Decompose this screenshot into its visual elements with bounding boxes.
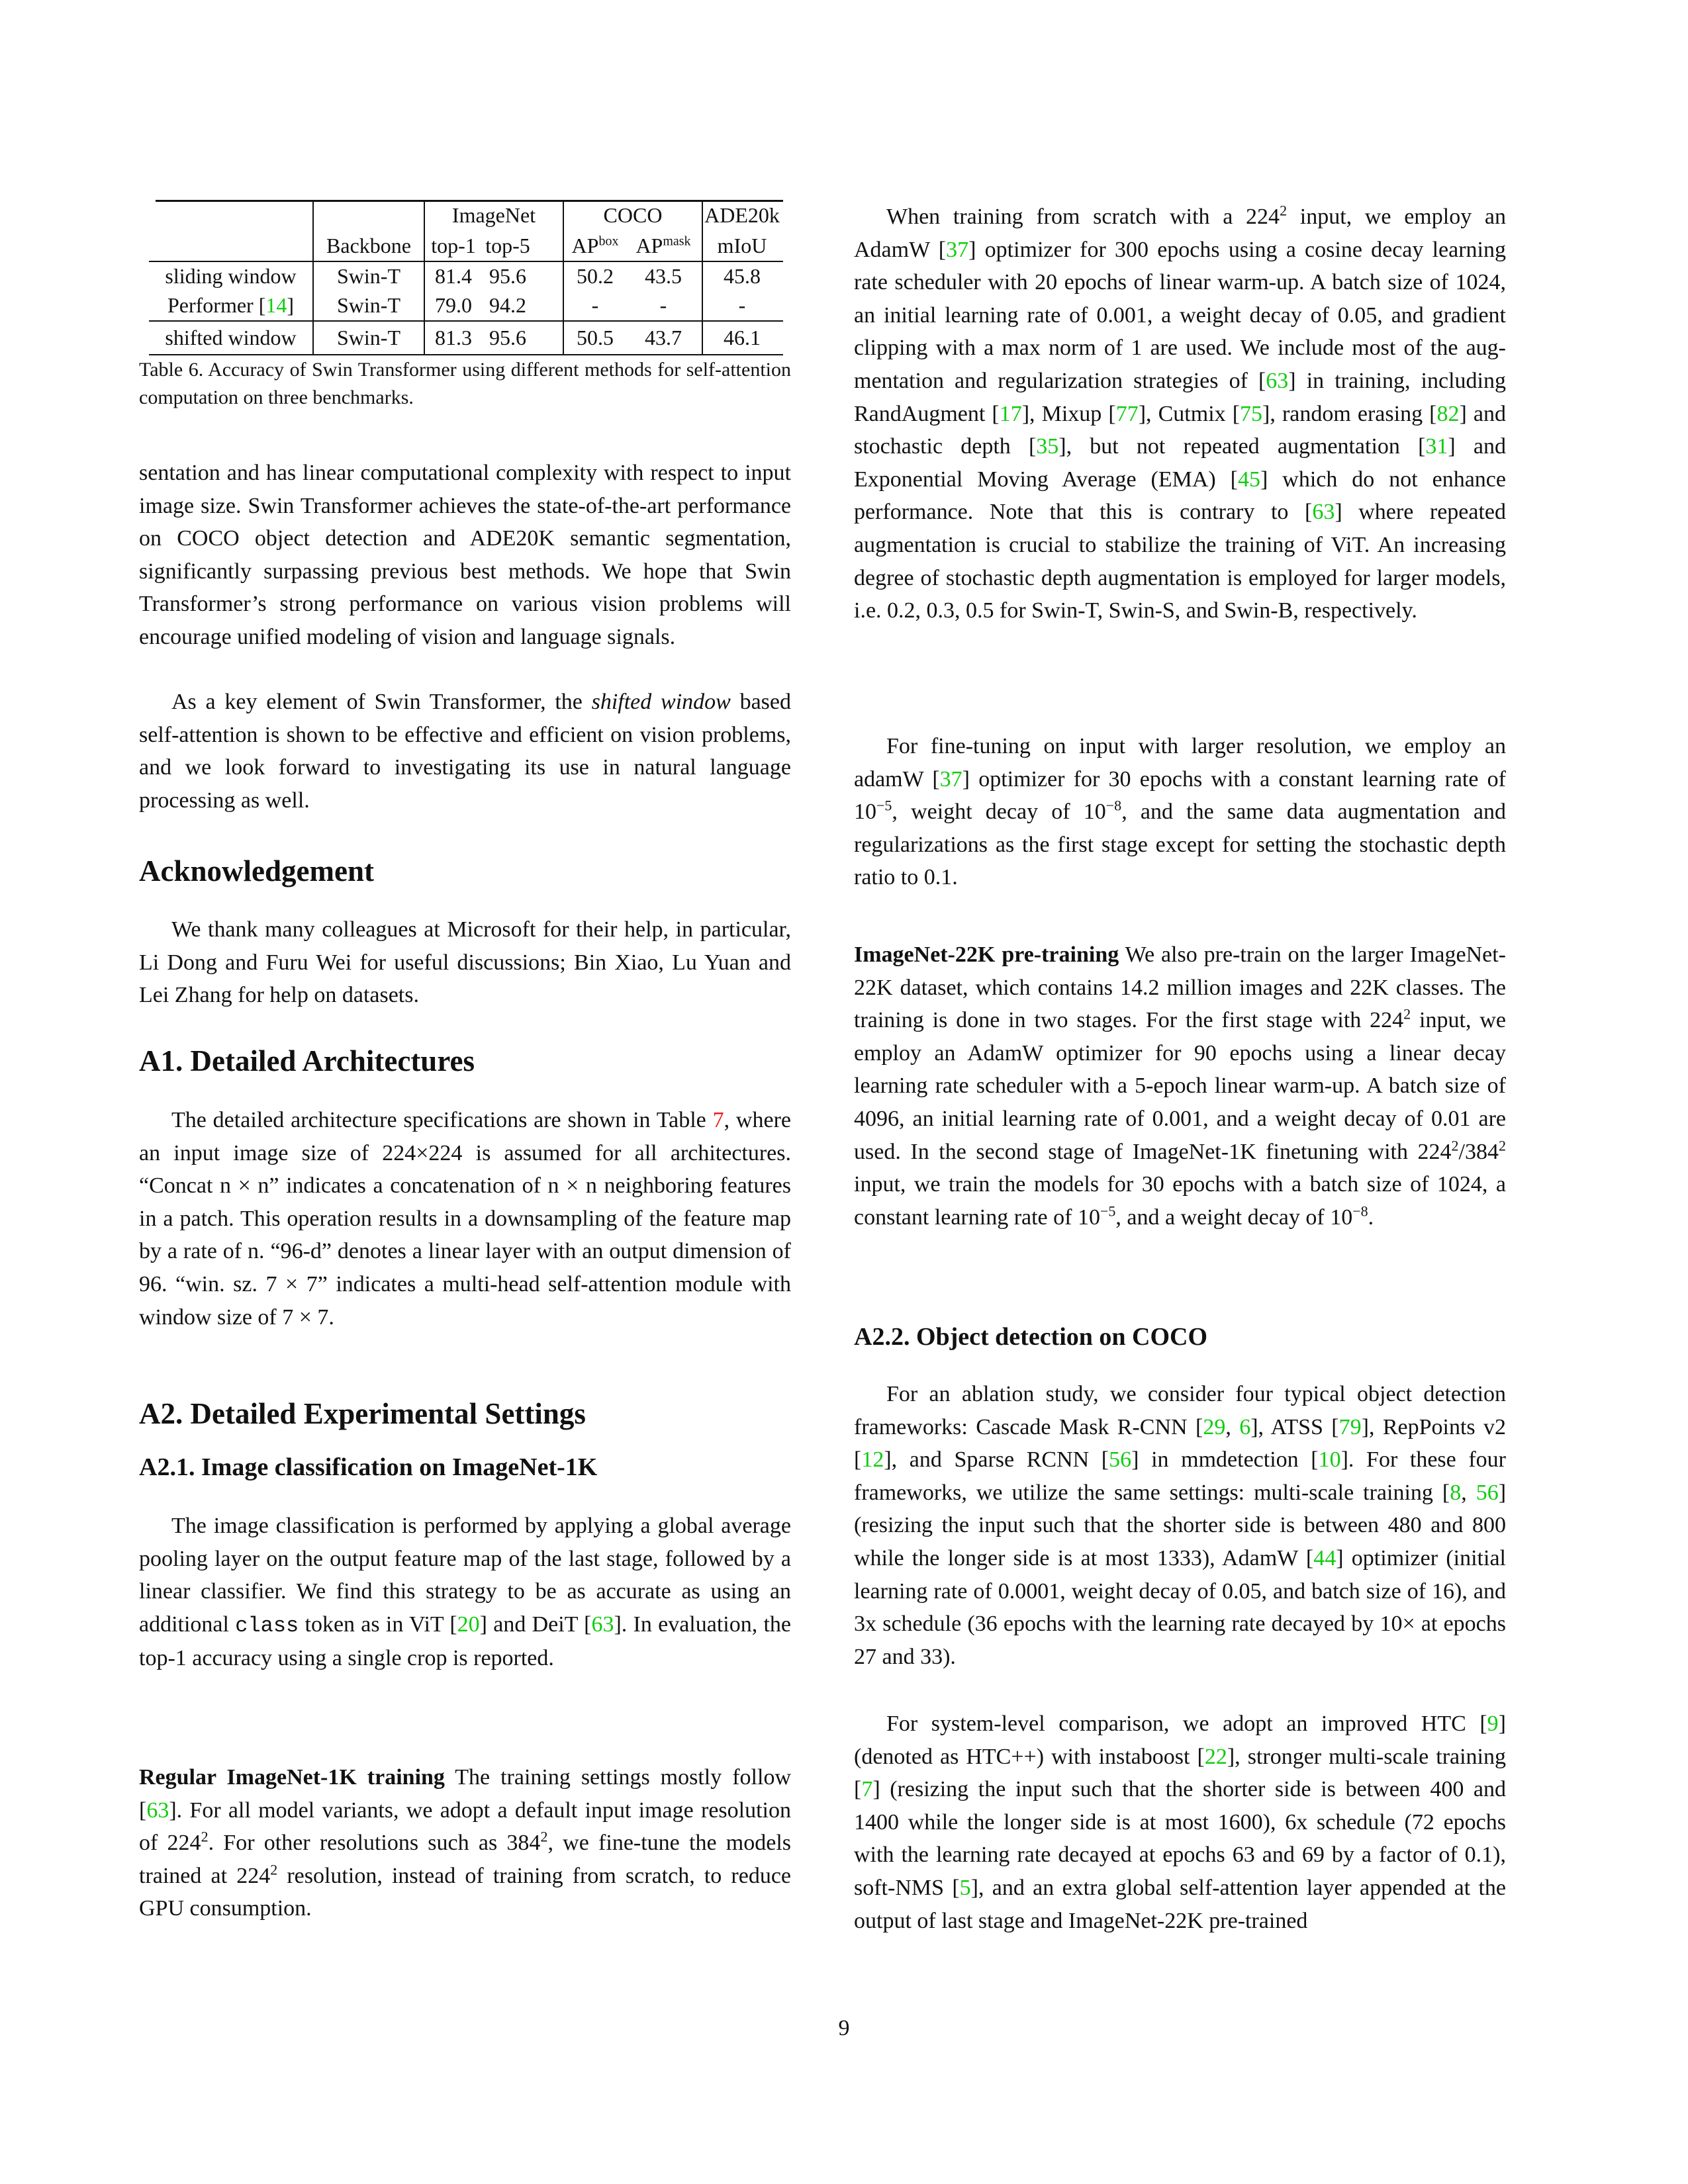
row1-method: sliding window [165, 264, 297, 288]
cell-backbone: Swin-T [337, 264, 400, 288]
cell-miou: 45.8 [724, 264, 761, 288]
row3-method: shifted window [165, 326, 297, 349]
header-coco: COCO [603, 203, 663, 227]
header-backbone: Backbone [326, 234, 411, 257]
header-miou: mIoU [717, 234, 767, 257]
a22-ablation-paragraph: For an ablation study, we consider four typical object detection frameworks: Cascade Mask R-CNN [29, 6], ATSS [79], RepPoints v2 [12], and Sparse RCNN [56] in mmdetection [10]. For these four frameworks, we utilize the same settings: multi-scale training [8, 56] (resizing the input such that the shorter side is between 480 and 800 while the longer side is at most 1333), AdamW [44] optimizer (initial learning rate of 0.0001, weight decay of 0.05, and batch size of 16), and 3x schedule (36 epochs with the learning rate decayed by 10× at epochs 27 and 33). [854, 1382, 1507, 1669]
cell-apbox: - [591, 293, 599, 317]
intro-paragraph: sentation and has linear computational complexity with respect to input image size. Swin Transformer achieves the state-of-the-art performance on COCO object detection and ADE20K semantic segmentation, significantly surpassing previous best methods. We hope that Swin Transformer’s strong performance on various vision problems will encourage unified modeling of vision and language signals. [139, 461, 791, 649]
cell-miou: 46.1 [724, 326, 761, 349]
cell-backbone: Swin-T [337, 326, 400, 349]
a21-heading: A2.1. Image classification on ImageNet-1K [139, 1453, 598, 1481]
cell-top1: 81.3 [435, 326, 472, 349]
ack-text: We thank many colleagues at Microsoft for their help, in particular, Li Dong and Furu Wei for useful discussions; Bin Xiao, Lu Yuan and Lei Zhang for help on datasets. [139, 917, 791, 1008]
header-imagenet: ImageNet [451, 203, 536, 227]
header-apmask: $AP^{mask}$ [635, 234, 691, 257]
cell-top1: 79.0 [435, 293, 472, 317]
header-ade20k: ADE20k [704, 203, 780, 227]
a22-heading: A2.2. Object detection on COCO [854, 1323, 1208, 1351]
intro-paragraph-2: As a key element of Swin Transformer, the shifted window based self-attention is shown to be effective and efficient on vision problems, and we look forward to investigating its use in natural language processing as well. [139, 690, 791, 813]
header-top5: top-5 [485, 234, 530, 257]
a1-heading: A1. Detailed Architectures [139, 1044, 475, 1077]
table-6-body [149, 189, 783, 354]
header-top1: top-1 [431, 234, 476, 257]
cell-apbox: 50.2 [577, 264, 614, 288]
cell-top5: 94.2 [489, 293, 526, 317]
ack-heading: Acknowledgement [139, 854, 374, 887]
cell-miou: - [738, 293, 746, 317]
row2-method: Performer [14] [167, 293, 295, 317]
training-scratch-paragraph: When training from scratch with a $224^2$ input, we employ an AdamW [37] optimizer for 300 epochs using a cosine decay learning rate scheduler with 20 epochs of linear warm-up. A batch size of 1024, an initial learning rate of 0.001, a weight decay of 0.05, and gradient clipping with a max norm of 1 are used. We include most of the augmentation and regularization strategies of [63] in training, including RandAugment [17], Mixup [77], Cutmix [75], random erasing [82] and stochastic depth [35], but not repeated augmentation [31] and Exponential Moving Average (EMA) [45] which do not enhance performance. Note that this is contrary to [63] where repeated augmentation is crucial to stabilize the training of ViT. An increasing degree of stochastic depth augmentation is employed for larger models, i.e. 0.2, 0.3, 0.5 for Swin-T, Swin-S, and Swin-B, respectively. [854, 202, 1507, 623]
finetune-paragraph: For fine-tuning on input with larger resolution, we employ an adamW [37] optimizer for 30 epochs with a constant learning rate of $10^{-5}$, weight decay of $10^{-8}$, and the same data augmentation and regularizations as the first stage except for setting the stochastic depth ratio to 0.1. [854, 734, 1507, 890]
table-caption: Table 6. Accuracy of Swin Transformer using different methods for self-attention computation on three benchmarks. [139, 359, 791, 408]
a1-text: The detailed architecture specifications are shown in Table 7, where an input image size of 224×224 is assumed for all architectures. “Concat n × n” indicates a concatenation of n × n neighboring features in a patch. This operation results in a downsampling of the feature map by a rate of n. “96-d” denotes a linear layer with an output dimension of 96. “win. sz. 7 × 7” indicates a multi-head self-attention module with window size of 7 × 7. [139, 1108, 791, 1330]
system-level-paragraph: For system-level comparison, we adopt an improved HTC [9] (denoted as HTC++) with instaboost [22], stronger multi-scale training [7] (resizing the input such that the shorter side is between 400 and 1400 while the longer side is at most 1600), 6x schedule (72 epochs with the learning rate decayed at epochs 63 and 69 by a factor of 0.1), soft-NMS [5], and an extra global self-attention layer appended at the output of last stage and ImageNet-22K pre-trained [854, 1711, 1507, 1933]
cell-top5: 95.6 [489, 264, 526, 288]
cell-apbox: 50.5 [577, 326, 614, 349]
cell-backbone: Swin-T [337, 293, 400, 317]
cell-apmask: - [659, 293, 667, 317]
header-apbox: $AP^{box}$ [571, 234, 619, 257]
cell-apmask: 43.5 [645, 264, 682, 288]
regular-training-paragraph: Regular ImageNet-1K training The training settings mostly follow [63]. For all model variants, we adopt a default input image resolution of $224^2$. For other resolutions such as $384^2$, we fine-tune the models trained at $224^2$ resolution, instead of training from scratch, to reduce GPU consumption. [139, 1765, 791, 1921]
a2-heading: A2. Detailed Experimental Settings [139, 1397, 586, 1430]
page-number: 9 [838, 2016, 850, 2040]
cell-apmask: 43.7 [645, 326, 682, 349]
imagenet22k-paragraph: ImageNet-22K pre-training We also pre-train on the larger ImageNet-22K dataset, which contains 14.2 million images and 22K classes. The training is done in two stages. For the first stage with $224^2$ input, we employ an AdamW optimizer for 90 epochs using a linear decay learning rate scheduler with a 5-epoch linear warm-up. A batch size of 4096, an initial learning rate of 0.001, and a weight decay of 0.01 are used. In the second stage of ImageNet-1K finetuning with $224^2/384^2$ input, we train the models for 30 epochs with a batch size of 1024, a constant learning rate of $10^{-5}$, and a weight decay of $10^{-8}$. [854, 942, 1506, 1230]
cell-top1: 81.4 [435, 264, 472, 288]
cell-top5: 95.6 [489, 326, 526, 349]
a21-text: The image classification is performed by applying a global average pooling layer on the output feature map of the last stage, followed by a linear classifier. We find this strategy to be as accurate as using an additional class token as in ViT [20] and DeiT [63]. In evaluation, the top-1 accuracy using a single crop is reported. [139, 1514, 792, 1671]
